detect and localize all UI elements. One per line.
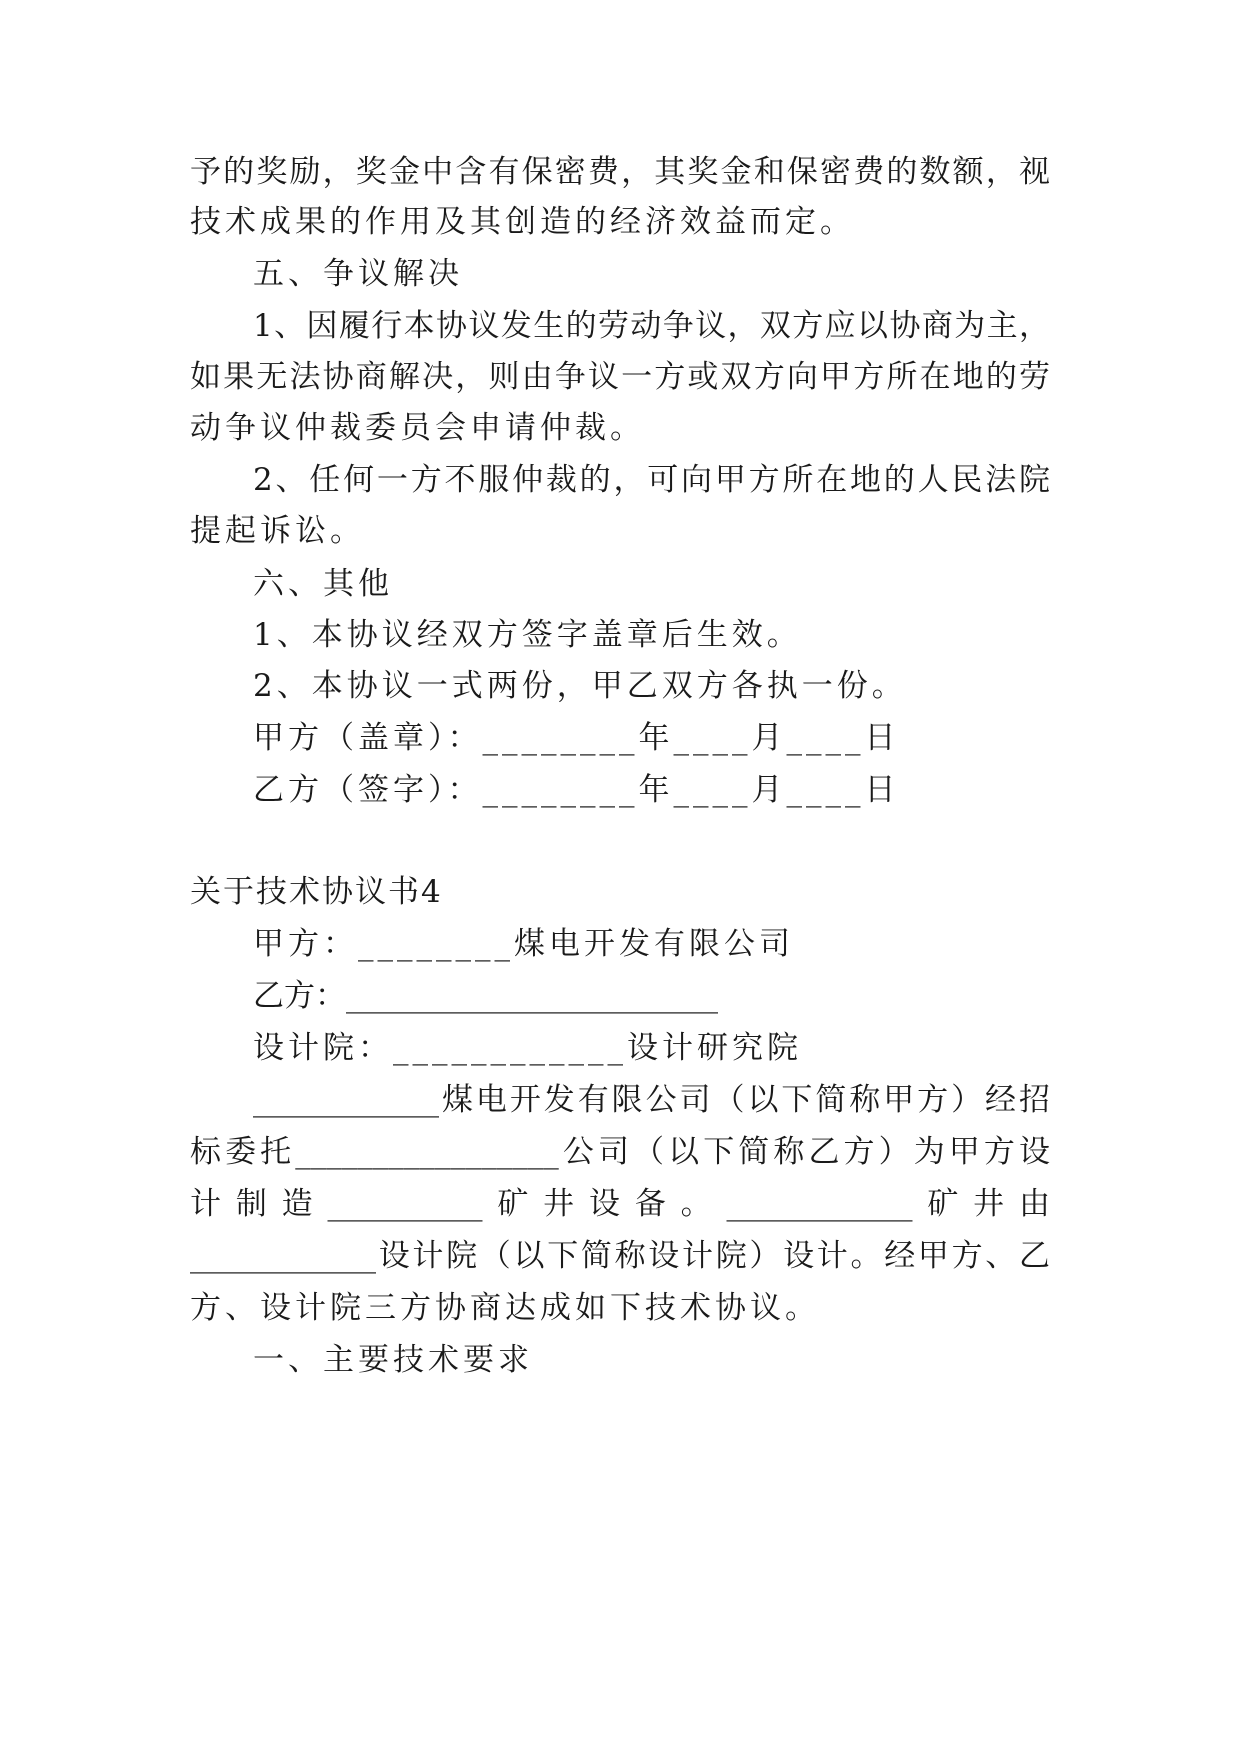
section-heading: 一、主要技术要求: [253, 1342, 533, 1378]
paragraph-line: 标委托_________________公司（以下简称乙方）为甲方设: [190, 1134, 1050, 1170]
paragraph-line: 1、本协议经双方签字盖章后生效。: [253, 617, 802, 653]
section-heading: 五、争议解决: [253, 256, 463, 292]
paragraph-line: 2、本协议一式两份，甲乙双方各执一份。: [253, 668, 907, 704]
design-institute-line: 设计院：____________设计研究院: [253, 1030, 802, 1066]
paragraph-line: 提起诉讼。: [190, 513, 365, 549]
paragraph-line: 方、设计院三方协商达成如下技术协议。: [190, 1290, 820, 1326]
paragraph-line: ____________煤电开发有限公司（以下简称甲方）经招: [253, 1082, 1050, 1118]
paragraph-line: 如果无法协商解决，则由争议一方或双方向甲方所在地的劳: [190, 359, 1050, 395]
party-a-line: 甲方：________煤电开发有限公司: [253, 926, 794, 962]
section-heading: 六、其他: [253, 566, 393, 602]
paragraph-line: 动争议仲裁委员会申请仲裁。: [190, 410, 645, 446]
paragraph-line: 计制造__________矿井设备。____________矿井由: [190, 1186, 1050, 1222]
paragraph-line: 1、因履行本协议发生的劳动争议，双方应以协商为主，: [253, 308, 1050, 344]
document-title: 关于技术协议书4: [190, 874, 443, 910]
signature-line-party-b: 乙方（签字）：________年____月____日: [253, 772, 900, 808]
signature-line-party-a: 甲方（盖章）：________年____月____日: [253, 720, 900, 756]
paragraph-line: 予的奖励，奖金中含有保密费，其奖金和保密费的数额，视: [190, 154, 1050, 190]
paragraph-line: 技术成果的作用及其创造的经济效益而定。: [190, 204, 855, 240]
party-b-line: 乙方：________________________: [253, 978, 718, 1014]
paragraph-line: 2、任何一方不服仲裁的，可向甲方所在地的人民法院: [253, 462, 1050, 498]
paragraph-line: ____________设计院（以下简称设计院）设计。经甲方、乙: [190, 1238, 1050, 1274]
